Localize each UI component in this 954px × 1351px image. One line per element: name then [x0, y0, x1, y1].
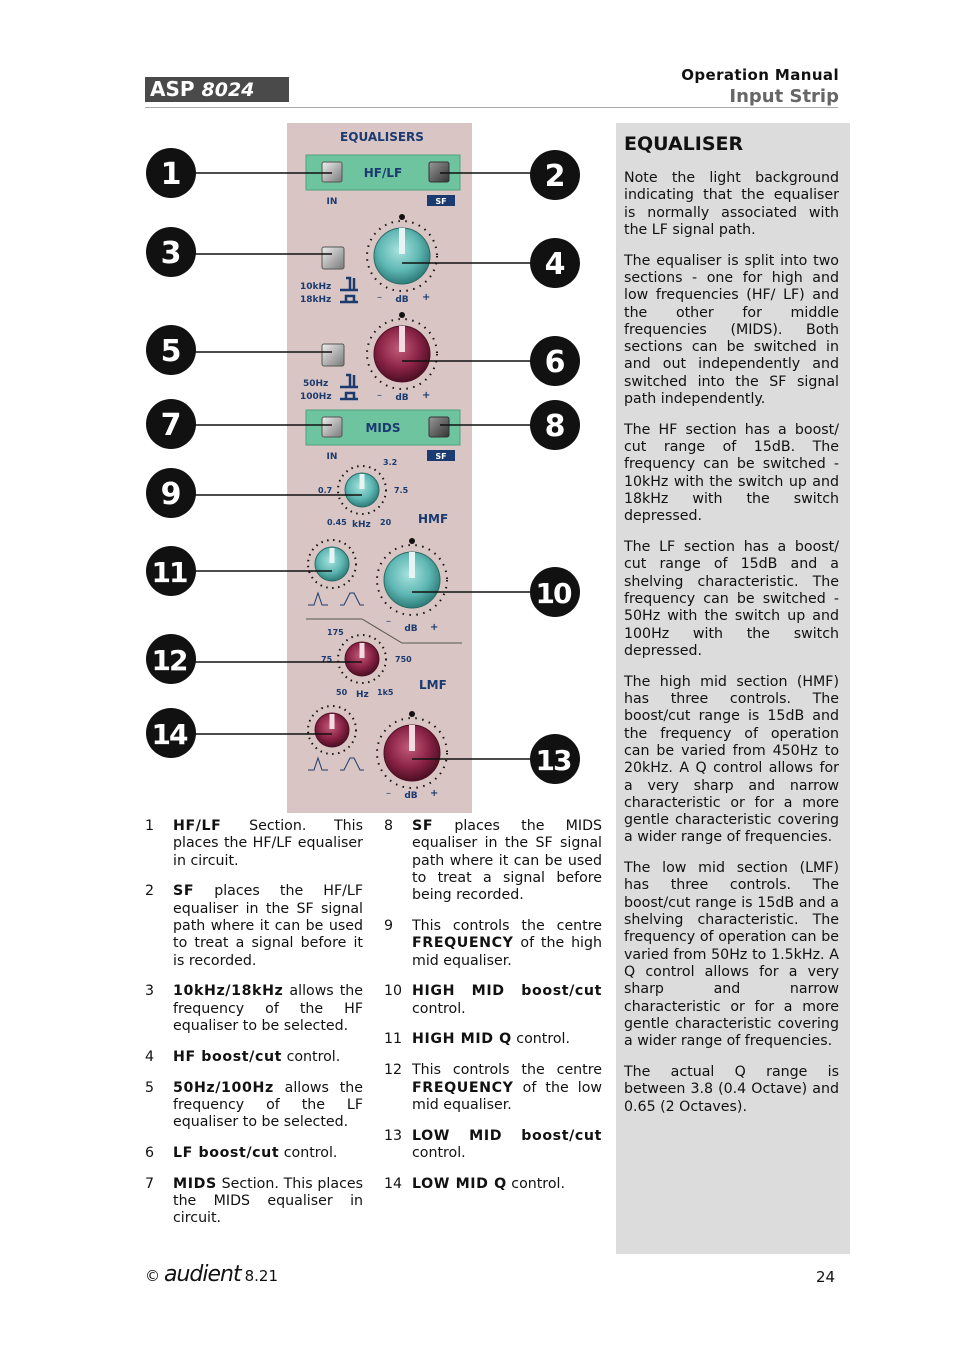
list-item — [145, 818, 363, 870]
hmf-db-label: dB — [404, 624, 418, 634]
item-term: 50Hz/100Hz — [173, 1079, 274, 1096]
lmf-mark-750: 750 — [395, 655, 412, 664]
lf-knob-top-dot — [399, 312, 405, 318]
hf-plus-label: + — [422, 292, 431, 303]
item-number: 13 — [384, 1127, 403, 1144]
hf-db-label: dB — [395, 295, 409, 305]
callout-2 — [530, 150, 580, 200]
item-term: HF boost/cut — [173, 1048, 283, 1065]
lmf-db-label: dB — [404, 791, 418, 801]
logo-model: 8024 — [201, 79, 255, 101]
hmf-mark-3p2: 3.2 — [383, 458, 398, 467]
callout-3 — [146, 227, 196, 277]
callout-7 — [146, 399, 196, 449]
mids-in-button[interactable] — [322, 417, 342, 437]
callout-1 — [146, 148, 196, 198]
hf-knob-top-dot — [399, 214, 405, 220]
item-text: places the MIDS equaliser in the SF signal path where it can be used to treat a signal before being recorded. — [412, 818, 602, 904]
lmf-plus-label: + — [430, 788, 439, 799]
list-item — [384, 983, 602, 1018]
list-item — [384, 918, 602, 970]
item-text: control. — [279, 1144, 338, 1161]
item-prefix: This controls the centre — [412, 1062, 602, 1079]
item-text: of the high mid equaliser. — [412, 935, 602, 969]
svg-text:7: 7 — [160, 408, 182, 443]
hmf-mark-khz: kHz — [352, 520, 371, 530]
page-number: 24 — [816, 1268, 836, 1286]
lf-freq-switch[interactable] — [322, 344, 344, 366]
logo-brand: ASP — [150, 77, 195, 101]
item-term: 10kHz/18kHz — [173, 983, 284, 1000]
item-text: Section. This places the MIDS equaliser in circuit. — [173, 1175, 363, 1227]
hmf-minus-label: – — [386, 616, 391, 627]
svg-text:2: 2 — [544, 159, 566, 194]
hmf-mark-0p7: 0.7 — [318, 486, 333, 495]
item-number: 9 — [384, 917, 394, 934]
item-number: 5 — [145, 1079, 155, 1096]
item-number: 11 — [384, 1031, 403, 1048]
callout-9 — [146, 468, 196, 518]
equaliser-sidebar — [616, 123, 850, 1254]
panel-title: EQUALISERS — [340, 130, 424, 144]
hflf-sf-label: SF — [435, 197, 447, 206]
svg-text:14: 14 — [151, 718, 187, 751]
svg-text:4: 4 — [544, 247, 566, 282]
svg-text:12: 12 — [151, 644, 187, 677]
lf-minus-label: – — [377, 390, 382, 401]
hf-freq-switch[interactable] — [322, 247, 344, 269]
hf-freq-up-label: 10kHz — [300, 282, 332, 292]
control-list-right — [384, 818, 602, 1207]
header-titles — [681, 66, 839, 107]
item-term: SF — [173, 883, 195, 900]
callout-5 — [146, 325, 196, 375]
lmf-mark-hz: Hz — [356, 690, 369, 700]
list-item — [145, 1176, 363, 1228]
svg-text:10: 10 — [535, 577, 571, 610]
hflf-sf-button[interactable] — [429, 162, 449, 182]
mids-in-label: IN — [326, 452, 338, 462]
sidebar-paragraph: The high mid section (HMF) has three controls. The boost/cut range is 15dB and the frequency of operation can be varied from 450Hz to 20kHz. A Q control allows for a very sharp and narrow characteristic or for a more gentle characteristic covering a wider range of frequencies. — [624, 673, 839, 846]
hmf-mark-0p45: 0.45 — [327, 518, 347, 527]
list-item — [384, 1031, 602, 1048]
item-number: 14 — [384, 1175, 403, 1192]
equaliser-diagram — [140, 118, 610, 818]
svg-text:8: 8 — [544, 409, 566, 444]
item-text: control. — [412, 1000, 466, 1017]
header-divider — [145, 107, 838, 108]
hf-minus-label: – — [377, 292, 382, 303]
svg-text:3: 3 — [160, 236, 182, 271]
item-term: LOW MID boost/cut — [412, 1127, 602, 1144]
callout-11 — [146, 546, 196, 596]
svg-text:13: 13 — [535, 744, 571, 777]
callout-4 — [530, 238, 580, 288]
svg-text:9: 9 — [160, 477, 182, 512]
hflf-in-button[interactable] — [322, 162, 342, 182]
hmf-mark-7p5: 7.5 — [394, 486, 409, 495]
sidebar-paragraph: The low mid section (LMF) has three controls. The boost/cut range is 15dB and a shelving characteristic. The frequency of operation can be varied from 50Hz to 1.5kHz. A Q control allows for a very sharp and narrow characteristic or for a more gentle characteristic covering a wider range of frequencies. — [624, 860, 839, 1050]
svg-text:6: 6 — [544, 345, 566, 380]
sidebar-heading: EQUALISER — [624, 133, 744, 155]
item-term: HF/LF — [173, 818, 222, 834]
lmf-mark-175: 175 — [327, 628, 344, 637]
list-item — [145, 983, 363, 1035]
list-item — [384, 1062, 602, 1114]
lmf-mark-1k5: 1k5 — [377, 688, 394, 697]
sidebar-paragraph: The LF section has a boost/ cut range of 15dB and a shelving characteristic. The frequency can be switched - 50Hz with the switch up and 100Hz with the switch depressed. — [624, 539, 839, 659]
item-number: 2 — [145, 883, 155, 900]
list-item — [145, 1080, 363, 1132]
callout-12 — [146, 634, 196, 684]
item-text: places the HF/LF equaliser in the SF signal path where it can be used to treat a signal before it is recorded. — [173, 883, 363, 969]
item-term: LOW MID Q — [412, 1175, 507, 1192]
item-text: of the low mid equaliser. — [412, 1079, 602, 1113]
list-item — [145, 1145, 363, 1162]
panel-background — [287, 123, 472, 813]
item-number: 10 — [384, 983, 403, 1000]
list-item — [384, 818, 602, 904]
item-number: 1 — [145, 818, 155, 834]
item-number: 7 — [145, 1175, 155, 1192]
sidebar-body — [624, 170, 839, 1129]
item-term: FREQUENCY — [412, 1079, 514, 1096]
item-term: MIDS — [173, 1175, 217, 1192]
callout-10 — [530, 567, 580, 617]
hmf-plus-label: + — [430, 622, 439, 633]
lmf-mark-75: 75 — [321, 655, 333, 664]
callout-14 — [146, 708, 196, 758]
hf-freq-down-label: 18kHz — [300, 295, 332, 305]
callout-6 — [530, 336, 580, 386]
mids-sf-button[interactable] — [429, 417, 449, 437]
version-number: 8.21 — [244, 1267, 279, 1285]
item-text: control. — [511, 1031, 570, 1048]
control-list-left — [145, 818, 363, 1241]
sidebar-paragraph: The HF section has a boost/ cut range of 15dB. The frequency can be switched - 10kHz with the switch up and 18kHz with the switch depressed. — [624, 421, 839, 525]
hflf-in-label: IN — [326, 197, 338, 207]
list-item — [384, 1176, 602, 1193]
lmf-mark-50: 50 — [336, 688, 348, 697]
item-text: allows the frequency of the LF equaliser to be selected. — [173, 1079, 363, 1131]
lf-db-label: dB — [395, 393, 409, 403]
item-text: control. — [282, 1048, 341, 1065]
copyright-symbol: © — [145, 1267, 160, 1285]
product-logo — [145, 77, 289, 102]
brand-logo: audient — [164, 1262, 241, 1287]
item-number: 8 — [384, 818, 394, 834]
lmf-label: LMF — [419, 678, 447, 692]
item-prefix: This controls the centre — [412, 917, 602, 934]
item-term: HIGH MID boost/cut — [412, 983, 602, 1000]
item-text: control. — [506, 1175, 565, 1192]
mids-sf-label: SF — [435, 452, 447, 461]
mids-label: MIDS — [365, 421, 401, 435]
footer-brand — [145, 1262, 278, 1287]
sidebar-paragraph: Note the light background indicating that the equaliser is normally associated with the LF signal path. — [624, 170, 839, 238]
hmf-mark-20: 20 — [380, 518, 392, 527]
item-term: HIGH MID Q — [412, 1031, 512, 1048]
list-item — [145, 883, 363, 969]
svg-text:11: 11 — [151, 556, 187, 589]
item-text: Section. This places the HF/LF equaliser in circuit. — [173, 818, 363, 869]
item-number: 3 — [145, 983, 155, 1000]
sidebar-paragraph: The actual Q range is between 3.8 (0.4 Octave) and 0.65 (2 Octaves). — [624, 1063, 839, 1115]
svg-text:1: 1 — [160, 157, 182, 192]
sidebar-paragraph: The equaliser is split into two sections - one for high and low frequencies (HF/ LF) and the other for middle frequencies (MIDS). Both sections can be switched in and out independently and switched into the SF signal path independently. — [624, 252, 839, 408]
list-item — [145, 1049, 363, 1066]
svg-text:5: 5 — [160, 334, 182, 369]
lf-plus-label: + — [422, 390, 431, 401]
hmf-label: HMF — [418, 512, 449, 526]
item-term: LF boost/cut — [173, 1144, 280, 1161]
item-text: allows the frequency of the HF equaliser to be selected. — [173, 983, 363, 1034]
lmf-knob-top-dot — [409, 711, 415, 717]
lf-freq-up-label: 50Hz — [303, 379, 329, 389]
list-item — [384, 1128, 602, 1163]
item-text: control. — [412, 1144, 466, 1161]
callout-8 — [530, 400, 580, 450]
item-term: FREQUENCY — [412, 935, 514, 952]
hflf-label: HF/LF — [363, 166, 403, 180]
lf-freq-down-label: 100Hz — [300, 392, 332, 402]
manual-title: Operation Manual — [681, 66, 839, 84]
hmf-knob-top-dot — [409, 538, 415, 544]
item-number: 4 — [145, 1048, 155, 1065]
item-number: 6 — [145, 1144, 155, 1161]
lmf-minus-label: – — [386, 788, 391, 799]
callout-13 — [530, 734, 580, 784]
item-term: SF — [412, 818, 434, 834]
section-title: Input Strip — [729, 86, 839, 107]
item-number: 12 — [384, 1062, 403, 1079]
